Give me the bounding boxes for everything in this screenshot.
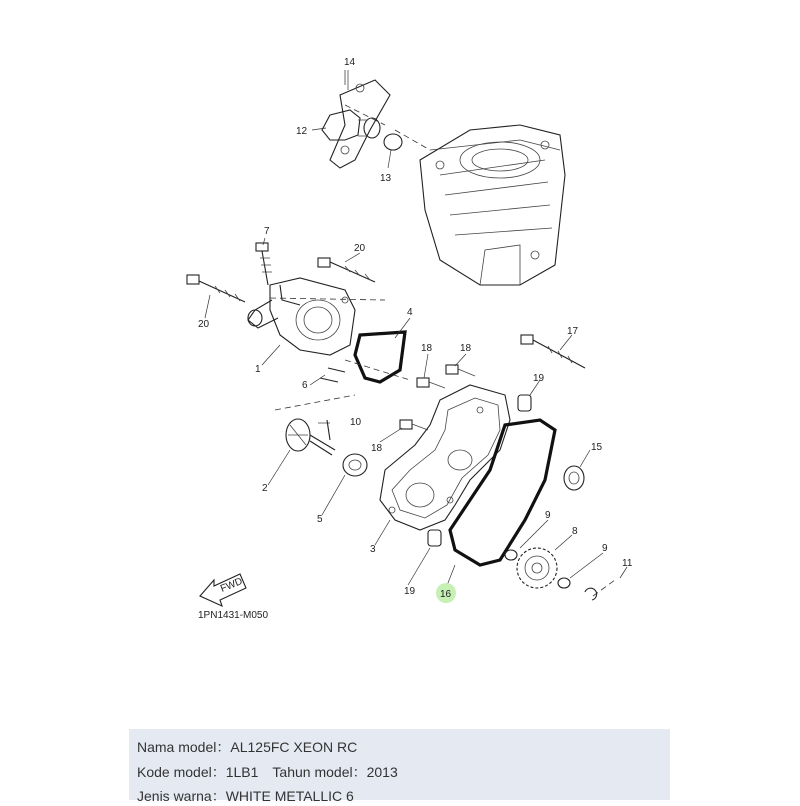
crankcase-cover-3: [380, 385, 510, 530]
bolt-20-lower: [187, 275, 245, 302]
leader-lines: [205, 70, 627, 588]
cylinder-block: [420, 125, 565, 285]
bolt-20-upper: [318, 258, 375, 282]
callout-20b: 20: [198, 319, 210, 330]
bolt-18c: [400, 420, 428, 430]
bolt-18b: [446, 365, 475, 376]
fwd-arrow: [200, 574, 246, 606]
gear-8: [517, 548, 557, 588]
callout-18a: 18: [421, 343, 433, 354]
callout-9a: 9: [545, 510, 551, 521]
circlip-11: [585, 588, 597, 600]
dowel-19a: [518, 395, 531, 411]
elbow-pipe-12: [322, 110, 380, 140]
fwd-label: FWD: [219, 576, 245, 595]
pump-housing-1: [248, 278, 355, 355]
callout-12: 12: [296, 126, 308, 137]
callout-7: 7: [264, 226, 270, 237]
drawing-code: 1PN1431-M050: [198, 610, 269, 621]
washer-9a: [505, 550, 517, 560]
callout-17: 17: [567, 326, 579, 337]
callout-3: 3: [370, 544, 376, 555]
model-code-label: Kode model：: [137, 764, 226, 780]
year-value: 2013: [366, 764, 398, 780]
color-row: [137, 786, 354, 806]
pin-6a: [328, 368, 345, 372]
gasket-4: [355, 332, 405, 382]
pin-6b: [320, 378, 338, 382]
callout-13: 13: [380, 173, 392, 184]
color-label: Jenis warna：: [137, 788, 226, 804]
model-code-value: 1LB1: [225, 764, 259, 780]
callout-10: 10: [350, 417, 362, 428]
callout-6: 6: [302, 380, 308, 391]
callout-14: 14: [344, 57, 356, 68]
callout-20a: 20: [354, 243, 366, 254]
model-name-value: AL125FC XEON RC: [230, 739, 358, 755]
callout-4: 4: [407, 307, 413, 318]
o-ring-13: [384, 134, 402, 150]
callout-18c: 18: [371, 443, 383, 454]
model-name-label: Nama model：: [137, 739, 231, 755]
washer-9b: [558, 578, 570, 588]
color-value: WHITE METALLIC 6: [225, 788, 354, 804]
year-label: Tahun model：: [272, 764, 367, 780]
callout-1: 1: [255, 364, 261, 375]
callout-19b: 19: [404, 586, 416, 597]
bolt-17: [521, 335, 585, 368]
callout-2: 2: [262, 483, 268, 494]
callout-9b: 9: [602, 543, 608, 554]
bearing-5: [343, 454, 367, 476]
callout-5: 5: [317, 514, 323, 525]
model-info-panel: [129, 729, 670, 804]
callouts: [198, 57, 633, 600]
callout-16: 16: [440, 589, 452, 600]
oil-seal-15: [564, 466, 584, 490]
model-code-row: [137, 762, 398, 782]
callout-11: 11: [622, 558, 633, 569]
callout-19a: 19: [533, 373, 545, 384]
model-name-row: [137, 737, 357, 757]
callout-15: 15: [591, 442, 603, 453]
bolt-18a: [417, 378, 445, 388]
dowel-19b: [428, 530, 441, 546]
bolt-7: [256, 243, 272, 285]
callout-8: 8: [572, 526, 578, 537]
callout-18b: 18: [460, 343, 472, 354]
